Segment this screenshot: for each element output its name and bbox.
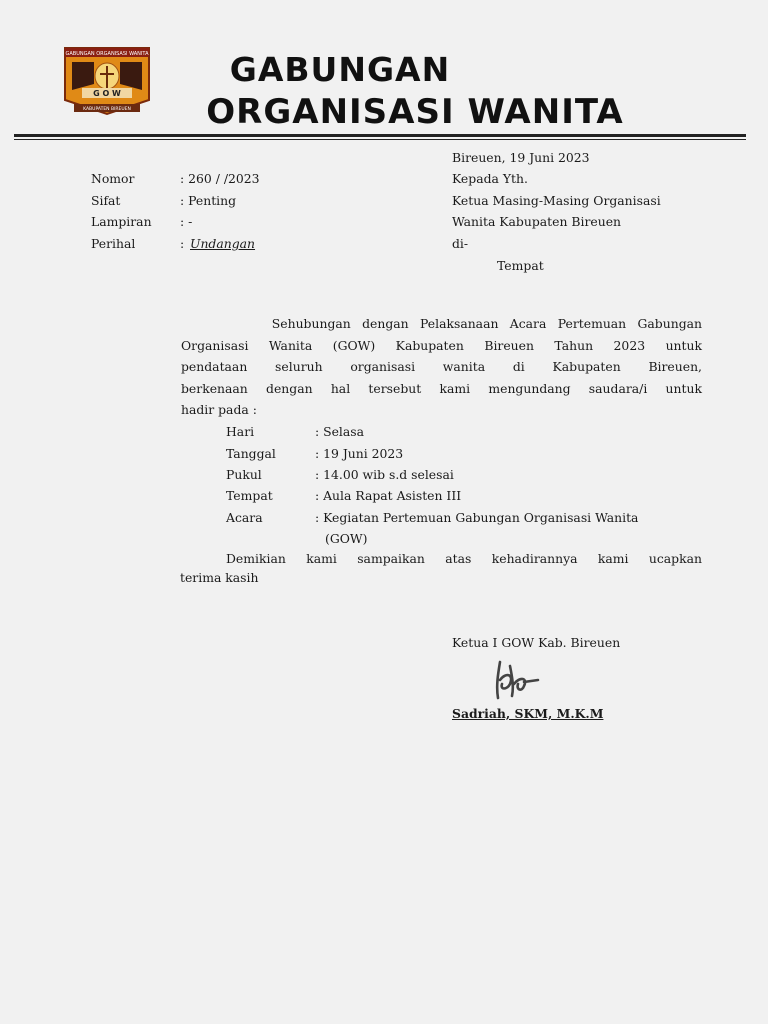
detail-value-tanggal: : 19 Juni 2023 bbox=[315, 446, 404, 461]
nomor-label: Nomor bbox=[91, 171, 135, 186]
body-line: pendataan seluruh organisasi wanita di Kabupaten Bireuen, bbox=[181, 359, 702, 374]
sifat-label: Sifat bbox=[91, 193, 121, 208]
header-rule-thick bbox=[14, 134, 746, 137]
body-line: hadir pada : bbox=[181, 402, 257, 417]
sifat-value: : Penting bbox=[180, 193, 237, 208]
detail-label-pukul: Pukul bbox=[226, 467, 262, 482]
recipient-line-4: di- bbox=[452, 236, 469, 251]
logo-bottom-text: KABUPATEN BIREUEN bbox=[83, 107, 131, 112]
detail-value-acara-cont: (GOW) bbox=[325, 531, 368, 546]
lampiran-label: Lampiran bbox=[91, 214, 152, 229]
nomor-value: : 260 / /2023 bbox=[180, 171, 260, 186]
detail-value-tempat: : Aula Rapat Asisten III bbox=[315, 488, 462, 503]
header-rule-thin bbox=[14, 139, 746, 140]
perihal-label: Perihal bbox=[91, 236, 136, 251]
logo-top-text: GABUNGAN ORGANISASI WANITA bbox=[65, 51, 149, 57]
detail-label-hari: Hari bbox=[226, 424, 255, 439]
body-line: berkenaan dengan hal tersebut kami mengundang saudara/i untuk bbox=[181, 380, 702, 396]
signature-role: Ketua I GOW Kab. Bireuen bbox=[452, 635, 621, 650]
recipient-line-2: Ketua Masing-Masing Organisasi bbox=[452, 193, 661, 208]
perihal-value: Undangan bbox=[190, 236, 256, 251]
closing-line-2: terima kasih bbox=[180, 570, 259, 585]
detail-label-tanggal: Tanggal bbox=[226, 446, 276, 461]
detail-value-hari: : Selasa bbox=[315, 424, 365, 439]
signatory-name: Sadriah, SKM, M.K.M bbox=[452, 706, 604, 721]
recipient-line-1: Kepada Yth. bbox=[452, 171, 528, 186]
closing-line: Demikian kami sampaikan atas kehadirannya kami ucapkan bbox=[226, 551, 702, 566]
gow-logo bbox=[62, 44, 152, 122]
detail-value-pukul: : 14.00 wib s.d selesai bbox=[315, 467, 454, 482]
closing-paragraph bbox=[226, 548, 702, 570]
perihal-colon: : bbox=[180, 236, 185, 251]
detail-value-acara: : Kegiatan Pertemuan Gabungan Organisasi Wanita bbox=[315, 510, 639, 525]
recipient-line-3: Wanita Kabupaten Bireuen bbox=[452, 214, 622, 229]
body-line: Sehubungan dengan Pelaksanaan Acara Pertemuan Gabungan bbox=[181, 316, 702, 331]
detail-label-tempat: Tempat bbox=[226, 488, 273, 503]
letter-date: Bireuen, 19 Juni 2023 bbox=[452, 150, 590, 165]
logo-center-text: G O W bbox=[93, 89, 121, 98]
title-line-1: GABUNGAN bbox=[229, 50, 451, 89]
detail-label-acara: Acara bbox=[226, 510, 263, 525]
recipient-line-5: Tempat bbox=[497, 258, 544, 273]
handwritten-signature bbox=[490, 656, 546, 704]
body-line: Organisasi Wanita (GOW) Kabupaten Bireuen Tahun 2023 untuk bbox=[181, 337, 702, 353]
title-line-2: ORGANISASI WANITA bbox=[206, 92, 624, 132]
body-paragraph bbox=[181, 313, 702, 421]
lampiran-value: : - bbox=[180, 214, 193, 229]
